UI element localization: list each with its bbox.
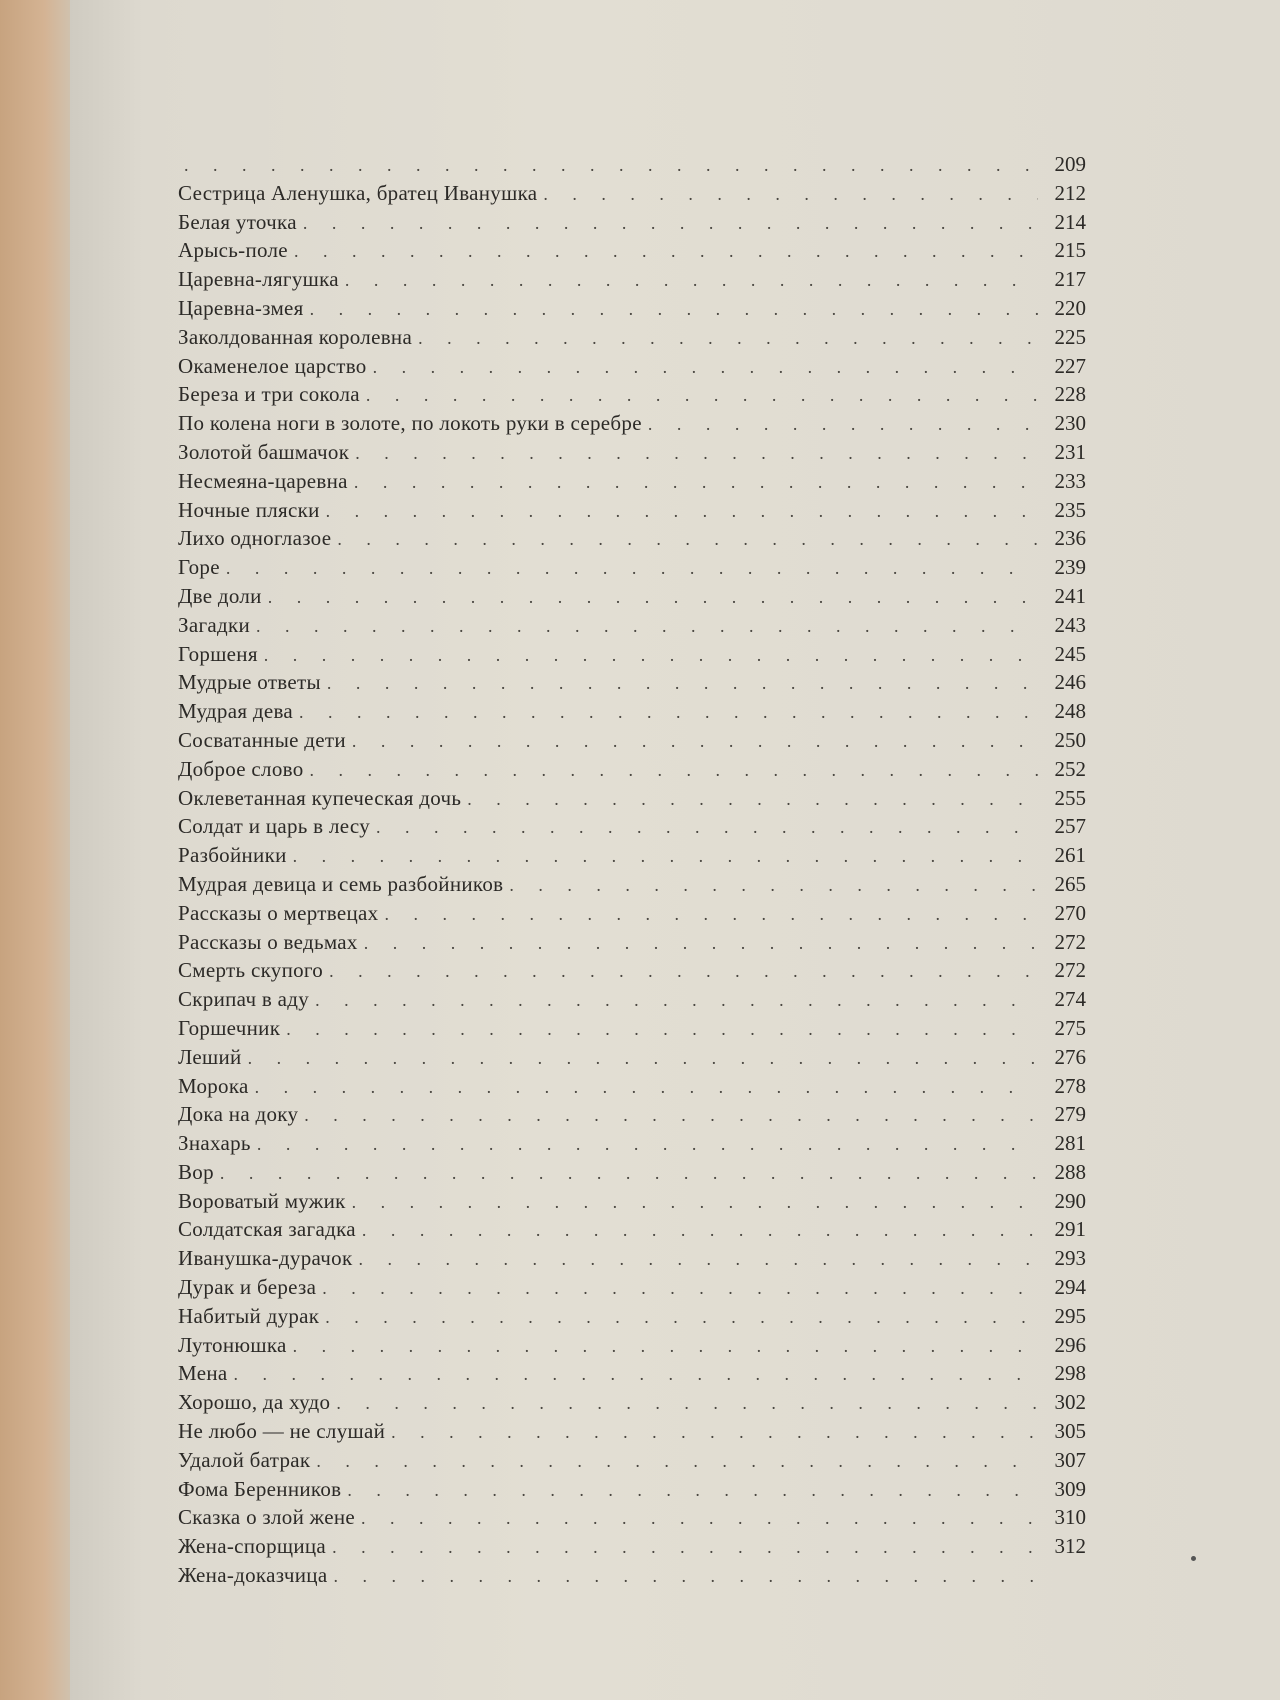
- toc-entry: [178, 1014, 1086, 1043]
- toc-entry-title: Хорошо, да худо: [178, 1390, 331, 1415]
- toc-entry-title: Лихо одноглазое: [178, 526, 332, 551]
- dot-leader: [362, 1216, 1038, 1245]
- dot-leader: [364, 929, 1038, 958]
- toc-entry: [178, 380, 1086, 409]
- toc-entry-page-number: 312: [1054, 1534, 1086, 1559]
- toc-entry: [178, 553, 1086, 582]
- toc-entry-page-number: 236: [1054, 526, 1086, 551]
- dot-leader: [326, 497, 1038, 526]
- dot-leader: [384, 900, 1038, 929]
- toc-entry-page-number: 214: [1054, 209, 1086, 234]
- toc-entry-page-number: 228: [1054, 382, 1086, 407]
- toc-entry-page-number: 215: [1054, 238, 1086, 263]
- toc-entry-title: Фома Беренников: [178, 1476, 342, 1501]
- toc-entry-title: Сосватанные дети: [178, 727, 346, 752]
- dot-leader: [329, 957, 1038, 986]
- toc-entry-page-number: 302: [1054, 1390, 1086, 1415]
- toc-entry-page-number: 290: [1054, 1188, 1086, 1213]
- toc-entry-page-number: 246: [1054, 670, 1086, 695]
- toc-entry-page-number: 252: [1054, 756, 1086, 781]
- toc-entry-title: Две доли: [178, 583, 262, 608]
- toc-entry-title: Царевна-лягушка: [178, 267, 339, 292]
- toc-entry-page-number: 261: [1054, 843, 1086, 868]
- dot-leader: [226, 554, 1038, 583]
- toc-entry: [178, 1158, 1086, 1187]
- toc-entry: [178, 1561, 1086, 1590]
- toc-entry-page-number: 227: [1054, 353, 1086, 378]
- toc-entry: [178, 1302, 1086, 1331]
- dot-leader: [303, 209, 1038, 238]
- toc-entry: [178, 611, 1086, 640]
- dot-leader: [376, 813, 1038, 842]
- dot-leader: [316, 1447, 1038, 1476]
- toc-entry-page-number: 295: [1054, 1303, 1086, 1328]
- toc-entry-page-number: 278: [1054, 1073, 1086, 1098]
- toc-entry-page-number: 235: [1054, 497, 1086, 522]
- toc-entry-title: Не любо — не слушай: [178, 1419, 386, 1444]
- paper-speck: [1191, 1556, 1196, 1561]
- toc-entry: [178, 179, 1086, 208]
- toc-entry: [178, 1100, 1086, 1129]
- toc-entry-title: Рассказы о мертвецах: [178, 900, 379, 925]
- dot-leader: [373, 353, 1038, 382]
- toc-entry: [178, 1359, 1086, 1388]
- toc-entry: [178, 697, 1086, 726]
- toc-entry-page-number: 231: [1054, 439, 1086, 464]
- toc-entry-title: Удалой батрак: [178, 1447, 311, 1472]
- dot-leader: [352, 1188, 1038, 1217]
- toc-entry-title: Знахарь: [178, 1131, 251, 1156]
- toc-entry: [178, 956, 1086, 985]
- toc-entry: [178, 323, 1086, 352]
- toc-entry: [178, 467, 1086, 496]
- toc-entry-title: Горе: [178, 555, 220, 580]
- toc-entry: [178, 1503, 1086, 1532]
- toc-entry: [178, 1187, 1086, 1216]
- toc-entry-page-number: 209: [1054, 152, 1086, 176]
- toc-entry: [178, 928, 1086, 957]
- toc-entry-title: Леший: [178, 1044, 242, 1069]
- dot-leader: [648, 410, 1038, 439]
- toc-entry-page-number: 257: [1054, 814, 1086, 839]
- dot-leader: [467, 785, 1038, 814]
- toc-entry-title: Вор: [178, 1159, 214, 1184]
- toc-entry: [178, 784, 1086, 813]
- toc-entry: [178, 1072, 1086, 1101]
- toc-entry: [178, 640, 1086, 669]
- dot-leader: [294, 237, 1038, 266]
- toc-entry-page-number: 272: [1054, 929, 1086, 954]
- toc-entry-title: Несмеяна-царевна: [178, 468, 348, 493]
- toc-entry-title: Сказка о злой жене: [178, 1505, 355, 1530]
- toc-entry-page-number: 272: [1054, 958, 1086, 983]
- toc-entry-page-number: 217: [1054, 267, 1086, 292]
- toc-entry-page-number: 276: [1054, 1044, 1086, 1069]
- toc-entry-page-number: 293: [1054, 1246, 1086, 1271]
- toc-entry: [178, 208, 1086, 237]
- toc-entry: [178, 1273, 1086, 1302]
- toc-entry-page-number: 243: [1054, 612, 1086, 637]
- dot-leader: [418, 324, 1038, 353]
- toc-entry: [178, 755, 1086, 784]
- dot-leader: [327, 669, 1038, 698]
- dot-leader: [304, 1101, 1038, 1130]
- toc-entry-title: Смерть скупого: [178, 958, 324, 983]
- toc-entry-title: Мудрая дева: [178, 699, 294, 724]
- toc-entry-page-number: 309: [1054, 1476, 1086, 1501]
- toc-entry: [178, 409, 1086, 438]
- toc-entry-title: Иванушка-дурачок: [178, 1246, 353, 1271]
- dot-leader: [310, 756, 1038, 785]
- toc-entry-page-number: 225: [1054, 324, 1086, 349]
- toc-entry-title: Ночные пляски: [178, 497, 320, 522]
- toc-entry: [178, 1244, 1086, 1273]
- dot-leader: [336, 1389, 1038, 1418]
- toc-entry-title: Морока: [178, 1073, 249, 1098]
- dot-leader: [264, 641, 1038, 670]
- toc-entry: [178, 985, 1086, 1014]
- book-spine: [0, 0, 80, 1700]
- toc-entry-title: Окаменелое царство: [178, 353, 367, 378]
- toc-entry-page-number: 220: [1054, 295, 1086, 320]
- toc-entry: [178, 236, 1086, 265]
- table-of-contents: [178, 150, 1086, 1590]
- toc-entry: [178, 1475, 1086, 1504]
- toc-entry-page-number: 248: [1054, 699, 1086, 724]
- toc-entry: [178, 150, 1086, 179]
- dot-leader: [391, 1418, 1038, 1447]
- toc-entry-page-number: 298: [1054, 1361, 1086, 1386]
- dot-leader: [293, 1332, 1038, 1361]
- toc-entry-title: Жена-спорщица: [178, 1534, 327, 1559]
- dot-leader: [355, 439, 1038, 468]
- toc-entry: [178, 265, 1086, 294]
- dot-leader: [220, 1159, 1038, 1188]
- dot-leader: [509, 871, 1038, 900]
- toc-entry-page-number: 212: [1054, 180, 1086, 205]
- dot-leader: [543, 180, 1038, 209]
- toc-entry: [178, 1417, 1086, 1446]
- dot-leader: [322, 1274, 1038, 1303]
- dot-leader: [347, 1476, 1038, 1505]
- toc-entry-page-number: 239: [1054, 555, 1086, 580]
- dot-leader: [233, 1360, 1038, 1389]
- toc-entry-page-number: 245: [1054, 641, 1086, 666]
- toc-entry: [178, 870, 1086, 899]
- toc-entry: [178, 1388, 1086, 1417]
- toc-entry: [178, 1043, 1086, 1072]
- toc-entry-page-number: 307: [1054, 1447, 1086, 1472]
- toc-entry-page-number: 294: [1054, 1275, 1086, 1300]
- toc-entry-page-number: 279: [1054, 1102, 1086, 1127]
- toc-entry: [178, 1129, 1086, 1158]
- toc-entry: [178, 1446, 1086, 1475]
- toc-entry-page-number: 305: [1054, 1419, 1086, 1444]
- toc-entry: [178, 1532, 1086, 1561]
- toc-entry-page-number: 265: [1054, 871, 1086, 896]
- toc-entry-title: Солдатская загадка: [178, 1217, 356, 1242]
- toc-entry: [178, 496, 1086, 525]
- toc-entry-title: Заколдованная королевна: [178, 324, 413, 349]
- toc-entry: [178, 294, 1086, 323]
- toc-entry-title: Оклеветанная купеческая дочь: [178, 785, 462, 810]
- toc-entry: [178, 899, 1086, 928]
- toc-entry-title: Мудрые ответы: [178, 670, 321, 695]
- toc-entry-title: Горшечник: [178, 1015, 281, 1040]
- toc-entry: [178, 524, 1086, 553]
- dot-leader: [332, 1533, 1038, 1562]
- dot-leader: [345, 266, 1038, 295]
- toc-entry: [178, 668, 1086, 697]
- toc-entry: [178, 726, 1086, 755]
- toc-entry-title: Царевна-змея: [178, 295, 304, 320]
- toc-entry-title: Дурак и береза: [178, 1275, 317, 1300]
- toc-entry-title: Вороватый мужик: [178, 1188, 346, 1213]
- dot-leader: [366, 381, 1038, 410]
- toc-entry-title: Скрипач в аду: [178, 987, 310, 1012]
- toc-entry: [178, 841, 1086, 870]
- dot-leader: [248, 1044, 1038, 1073]
- toc-entry-title: Золотой башмачок: [178, 439, 350, 464]
- toc-entry-title: Разбойники: [178, 843, 287, 868]
- toc-entry-page-number: 250: [1054, 727, 1086, 752]
- toc-entry-page-number: 288: [1054, 1159, 1086, 1184]
- toc-entry-title: Набитый дурак: [178, 1303, 320, 1328]
- dot-leader: [352, 727, 1038, 756]
- dot-leader: [354, 468, 1038, 497]
- toc-entry-page-number: 291: [1054, 1217, 1086, 1242]
- toc-entry-page-number: 310: [1054, 1505, 1086, 1530]
- dot-leader: [257, 1130, 1038, 1159]
- dot-leader: [333, 1562, 1038, 1591]
- dot-leader: [310, 295, 1038, 324]
- toc-entry-title: Горшеня: [178, 641, 258, 666]
- dot-leader: [255, 1073, 1038, 1102]
- toc-entry-title: По колена ноги в золоте, по локоть руки в серебре: [178, 411, 642, 436]
- toc-entry: [178, 812, 1086, 841]
- toc-entry-title: Жена-доказчица: [178, 1563, 328, 1588]
- toc-entry: [178, 1215, 1086, 1244]
- toc-entry-page-number: 281: [1054, 1131, 1086, 1156]
- dot-leader: [293, 842, 1038, 871]
- toc-entry-page-number: 255: [1054, 785, 1086, 810]
- toc-entry-page-number: 275: [1054, 1015, 1086, 1040]
- toc-entry-title: Рассказы о ведьмах: [178, 929, 358, 954]
- toc-entry-title: Солдат и царь в лесу: [178, 814, 371, 839]
- dot-leader: [299, 698, 1038, 727]
- toc-entry: [178, 582, 1086, 611]
- toc-entry: [178, 352, 1086, 381]
- dot-leader: [184, 151, 1038, 180]
- toc-entry-page-number: 241: [1054, 583, 1086, 608]
- dot-leader: [358, 1245, 1038, 1274]
- dot-leader: [268, 583, 1038, 612]
- toc-entry-page-number: 274: [1054, 987, 1086, 1012]
- toc-entry-title: Белая уточка: [178, 209, 297, 234]
- toc-entry-title: Доброе слово: [178, 756, 304, 781]
- toc-entry-title: Мена: [178, 1361, 228, 1386]
- toc-entry-title: Сестрица Аленушка, братец Иванушка: [178, 180, 538, 205]
- toc-entry-page-number: 233: [1054, 468, 1086, 493]
- dot-leader: [361, 1504, 1038, 1533]
- toc-entry: [178, 438, 1086, 467]
- toc-entry-page-number: 270: [1054, 900, 1086, 925]
- toc-entry-title: Арысь-поле: [178, 238, 288, 263]
- dot-leader: [256, 612, 1038, 641]
- toc-entry: [178, 1331, 1086, 1360]
- dot-leader: [325, 1303, 1038, 1332]
- dot-leader: [337, 525, 1038, 554]
- toc-entry-title: Мудрая девица и семь разбойников: [178, 871, 504, 896]
- toc-entry-title: Лутонюшка: [178, 1332, 287, 1357]
- toc-entry-title: Загадки: [178, 612, 251, 637]
- toc-entry-title: Дока на доку: [178, 1102, 299, 1127]
- dot-leader: [286, 1015, 1038, 1044]
- toc-entry-title: Береза и три сокола: [178, 382, 360, 407]
- toc-entry-page-number: 230: [1054, 411, 1086, 436]
- dot-leader: [315, 986, 1038, 1015]
- toc-entry-page-number: 296: [1054, 1332, 1086, 1357]
